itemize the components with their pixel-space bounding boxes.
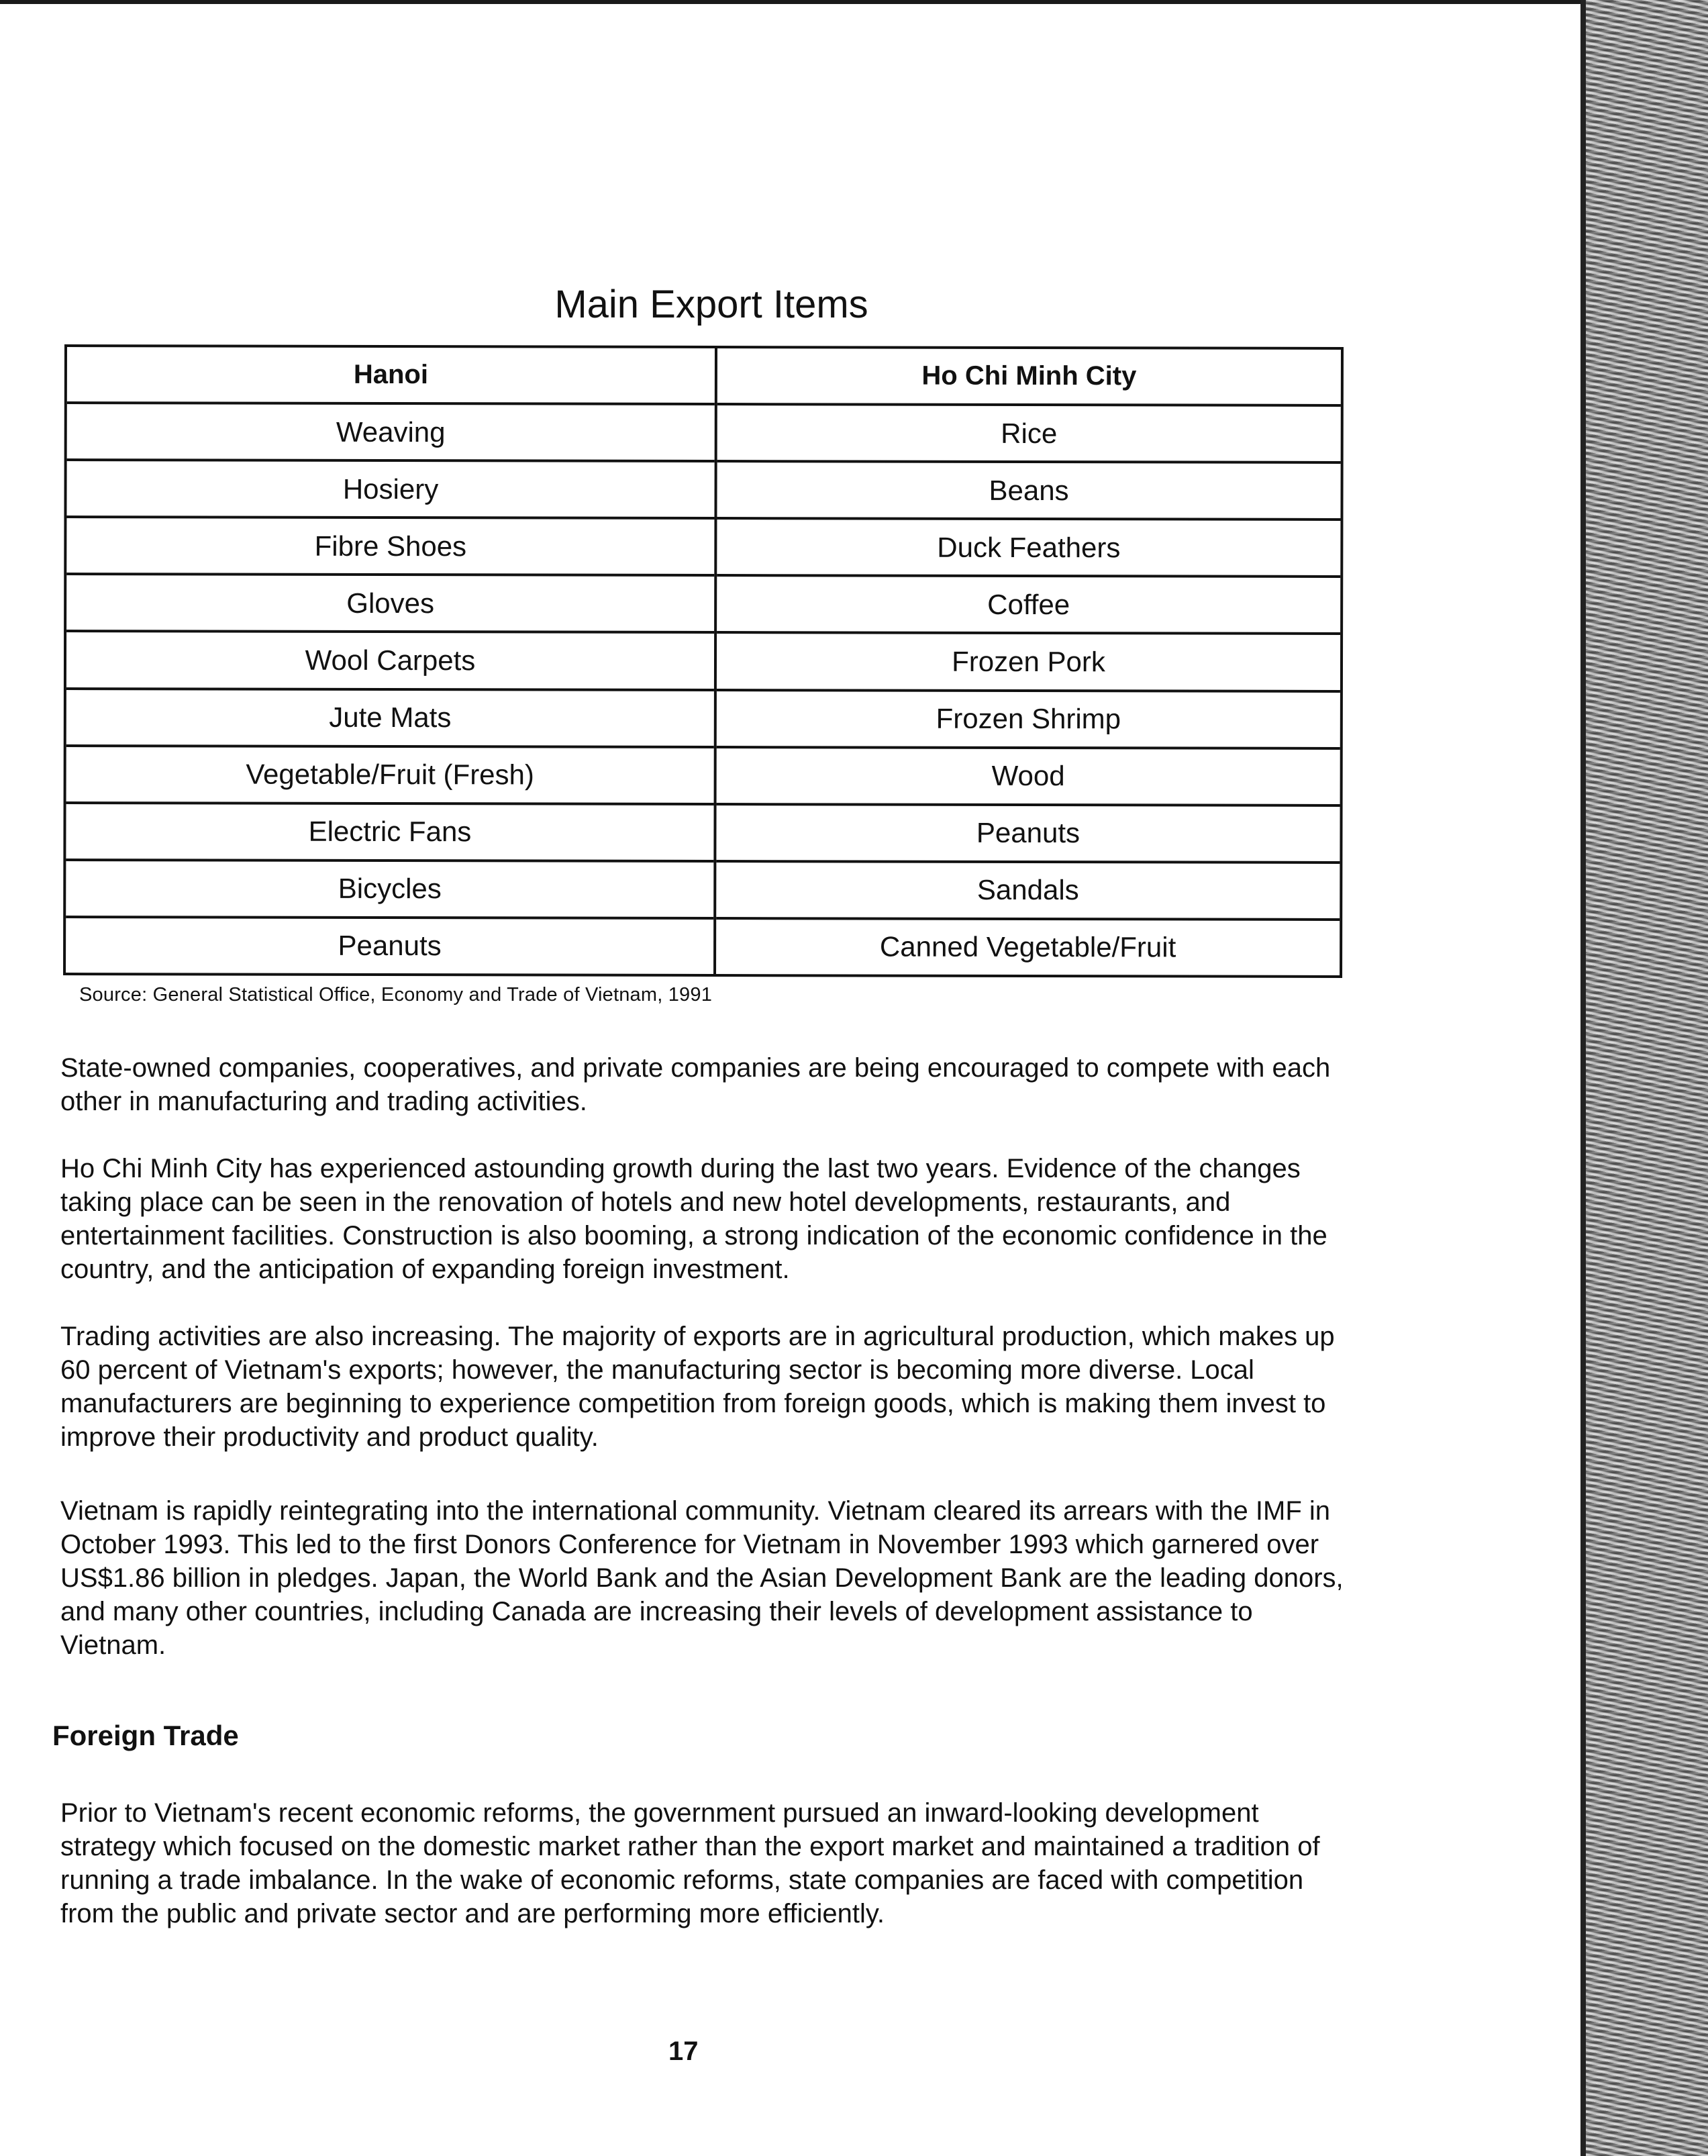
paragraph-hcmc-growth: Ho Chi Minh City has experienced astounding growth during the last two years. Evidence of the changes taking place can be seen in the renovation of hotels and new hotel developments, restaurants, and entertainment facilities. Construction is also booming, a strong indication of the economic confidence in the country, and the anticipation of expanding foreign investment. bbox=[60, 1154, 1327, 1284]
table-cell-hanoi: Peanuts bbox=[338, 930, 442, 962]
table-cell-hanoi: Weaving bbox=[67, 404, 715, 462]
scan-page-edge bbox=[1580, 0, 1708, 2156]
table-cell-hanoi: Hosiery bbox=[66, 461, 714, 520]
paragraph-reintegration: Vietnam is rapidly reintegrating into the international community. Vietnam cleared its arrears with the IMF in October 1993. This led to the first Donors Conference for Vietnam in November 1993 which garnered over US$1.86 billion in pledges. Japan, the World Bank and the Asian Development Bank are the leading donors, and many other countries, including Canada are increasing their levels of development assistance to Vietnam. bbox=[60, 1496, 1344, 1660]
table-cell-ho-chi-minh-city: Frozen Shrimp bbox=[717, 691, 1340, 750]
table-cell-ho-chi-minh-city: Wood bbox=[717, 748, 1340, 807]
hanoi-column bbox=[66, 347, 717, 974]
table-cell-ho-chi-minh-city: Peanuts bbox=[716, 805, 1340, 864]
ho-chi-minh-city-column bbox=[716, 348, 1341, 975]
table-header-ho-chi-minh-city: Ho Chi Minh City bbox=[717, 348, 1341, 407]
paragraph-trading-activities: Trading activities are also increasing. The majority of exports are in agricultural production, which makes up 60 percent of Vietnam's exports; however, the manufacturing sector is becoming more diverse. Local manufacturers are beginning to experience competition from foreign goods, which is making them invest to improve their productivity and product quality. bbox=[60, 1322, 1335, 1452]
export-items-table bbox=[63, 344, 1344, 978]
paragraph-competition: State-owned companies, cooperatives, and private companies are being encouraged to compete with each other in manufacturing and trading activities. bbox=[60, 1053, 1331, 1116]
scan-top-border bbox=[0, 0, 1584, 4]
table-cell-hanoi: Fibre Shoes bbox=[66, 518, 714, 577]
table-cell-ho-chi-minh-city: Beans bbox=[717, 462, 1340, 521]
table-cell-ho-chi-minh-city: Sandals bbox=[716, 863, 1340, 921]
page-number: 17 bbox=[668, 2037, 699, 2066]
table-title: Main Export Items bbox=[554, 283, 868, 326]
table-cell-hanoi: Vegetable/Fruit (Fresh) bbox=[66, 747, 714, 805]
table-cell-hanoi: Electric Fans bbox=[66, 804, 713, 863]
table-cell-ho-chi-minh-city: Coffee bbox=[717, 577, 1340, 635]
table-cell-ho-chi-minh-city: Duck Feathers bbox=[717, 520, 1340, 578]
table-cell-hanoi: Wool Carpets bbox=[66, 632, 714, 691]
table-header-hanoi: Hanoi bbox=[67, 347, 715, 405]
section-heading-foreign-trade: Foreign Trade bbox=[52, 1720, 239, 1751]
table-cell-hanoi: Bicycles bbox=[66, 861, 713, 920]
table-cell-ho-chi-minh-city: Rice bbox=[717, 405, 1341, 464]
table-cell-hanoi: Jute Mats bbox=[66, 690, 714, 748]
paragraph-foreign-trade: Prior to Vietnam's recent economic reforms, the government pursued an inward-looking development strategy which focused on the domestic market rather than the export market and maintained a tradition of running a trade imbalance. In the wake of economic reforms, state companies are faced with competition from the public and private sector and are performing more efficiently. bbox=[60, 1798, 1320, 1928]
table-source-note: Source: General Statistical Office, Economy and Trade of Vietnam, 1991 bbox=[79, 984, 713, 1006]
table-cell-ho-chi-minh-city: Canned Vegetable/Fruit bbox=[879, 931, 1176, 963]
table-cell-ho-chi-minh-city: Frozen Pork bbox=[717, 634, 1340, 693]
table-cell-hanoi: Gloves bbox=[66, 575, 714, 634]
